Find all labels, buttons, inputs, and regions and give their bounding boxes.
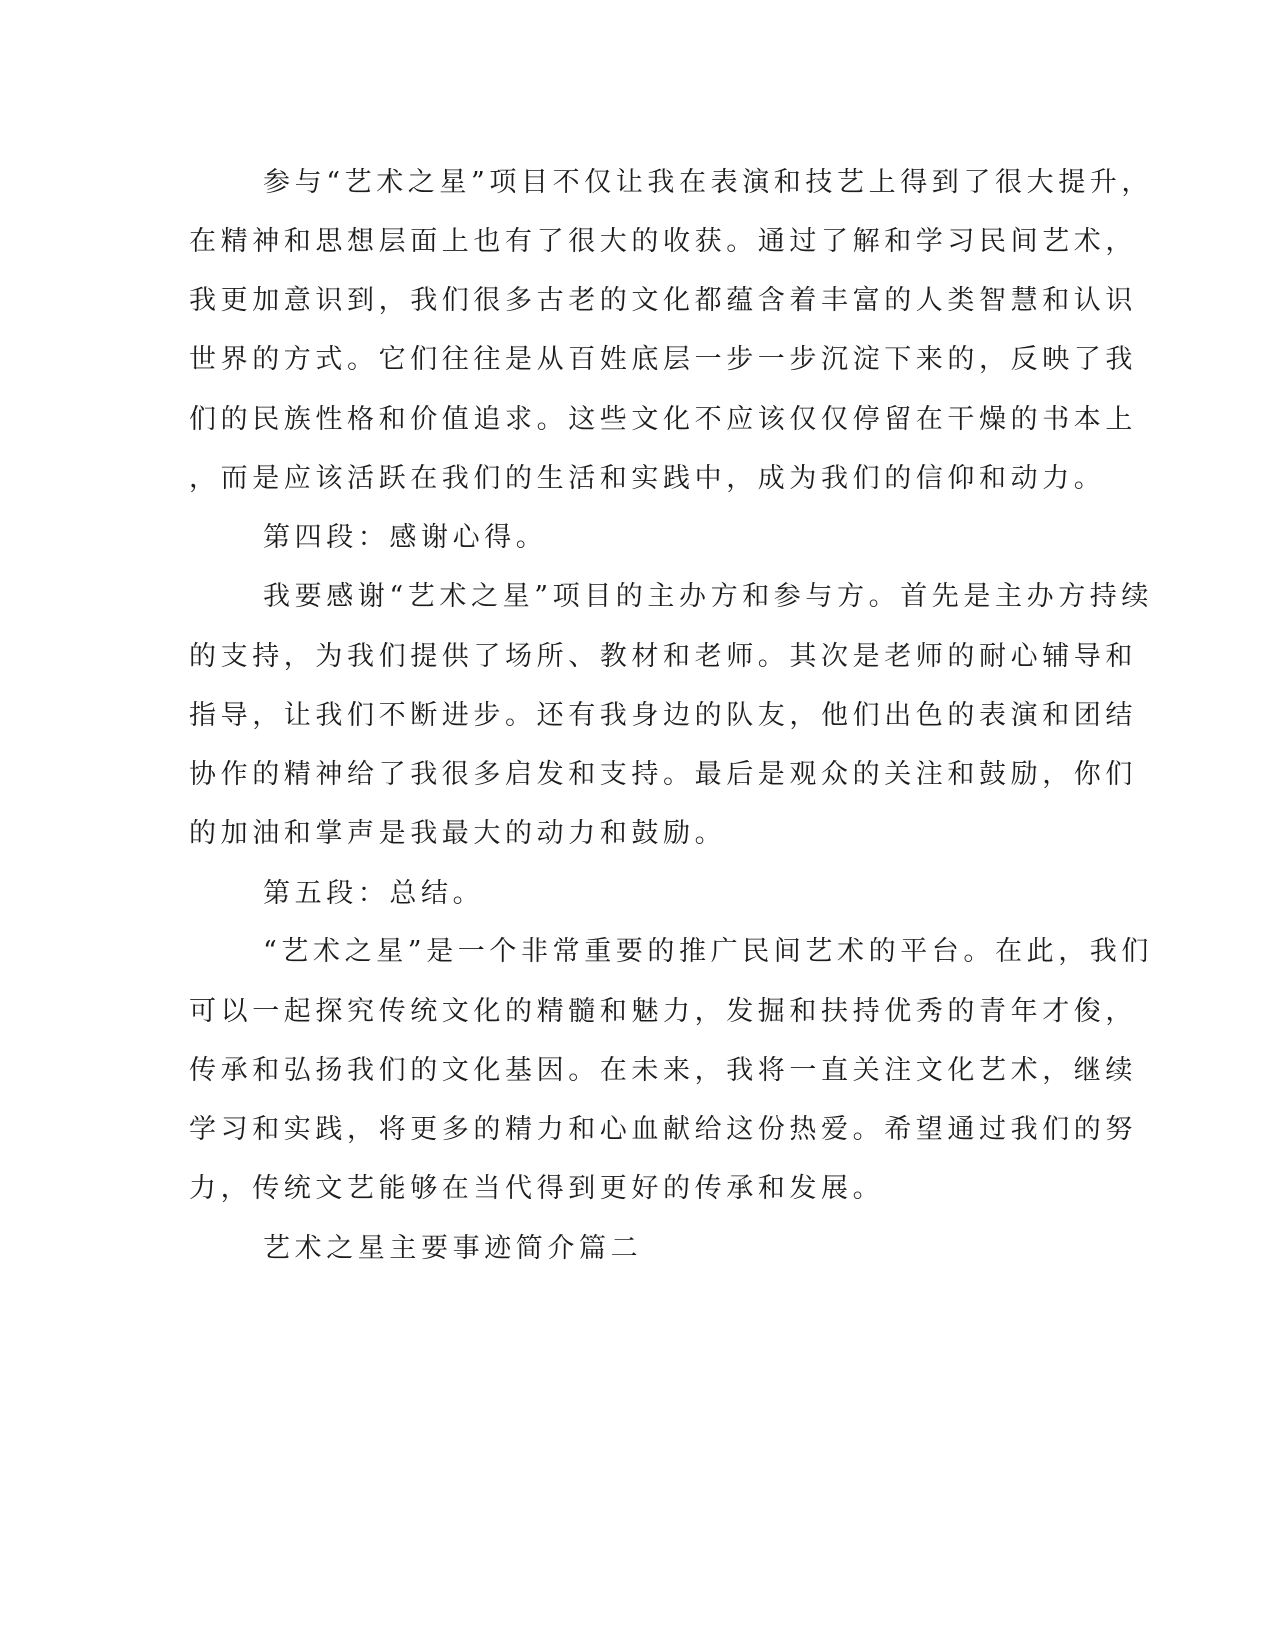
paragraph-2-line-4: 协作的精神给了我很多启发和支持。最后是观众的关注和鼓励，你们 <box>189 759 1137 790</box>
paragraph-3-line-4: 学习和实践，将更多的精力和心血献给这份热爱。希望通过我们的努 <box>189 1114 1137 1145</box>
paragraph-3-line-1: “艺术之星”是一个非常重要的推广民间艺术的平台。在此，我们 <box>263 936 1154 967</box>
paragraph-1-line-3: 我更加意识到，我们很多古老的文化都蕴含着丰富的人类智慧和认识 <box>189 285 1137 316</box>
paragraph-1-line-1: 参与“艺术之星”项目不仅让我在表演和技艺上得到了很大提升， <box>263 167 1154 198</box>
section-heading-4: 第四段：感谢心得。 <box>263 522 548 553</box>
paragraph-3-line-3: 传承和弘扬我们的文化基因。在未来，我将一直关注文化艺术，继续 <box>189 1055 1137 1086</box>
paragraph-2-line-2: 的支持，为我们提供了场所、教材和老师。其次是老师的耐心辅导和 <box>189 641 1137 672</box>
paragraph-1-line-2: 在精神和思想层面上也有了很大的收获。通过了解和学习民间艺术， <box>189 226 1137 257</box>
paragraph-1-line-6: ，而是应该活跃在我们的生活和实践中，成为我们的信仰和动力。 <box>189 463 1106 494</box>
paragraph-1-line-4: 世界的方式。它们往往是从百姓底层一步一步沉淀下来的，反映了我 <box>189 344 1137 375</box>
section-heading-5: 第五段：总结。 <box>263 878 485 909</box>
paragraph-1-line-5: 们的民族性格和价值追求。这些文化不应该仅仅停留在干燥的书本上 <box>189 404 1137 435</box>
paragraph-3-line-5: 力，传统文艺能够在当代得到更好的传承和发展。 <box>189 1173 885 1204</box>
paragraph-2-line-3: 指导，让我们不断进步。还有我身边的队友，他们出色的表演和团结 <box>189 700 1137 731</box>
next-section-title: 艺术之星主要事迹简介篇二 <box>263 1233 643 1264</box>
paragraph-2-line-1: 我要感谢“艺术之星”项目的主办方和参与方。首先是主办方持续 <box>263 581 1154 612</box>
paragraph-2-line-5: 的加油和掌声是我最大的动力和鼓励。 <box>189 818 727 849</box>
paragraph-3-line-2: 可以一起探究传统文化的精髓和魅力，发掘和扶持优秀的青年才俊， <box>189 996 1137 1027</box>
